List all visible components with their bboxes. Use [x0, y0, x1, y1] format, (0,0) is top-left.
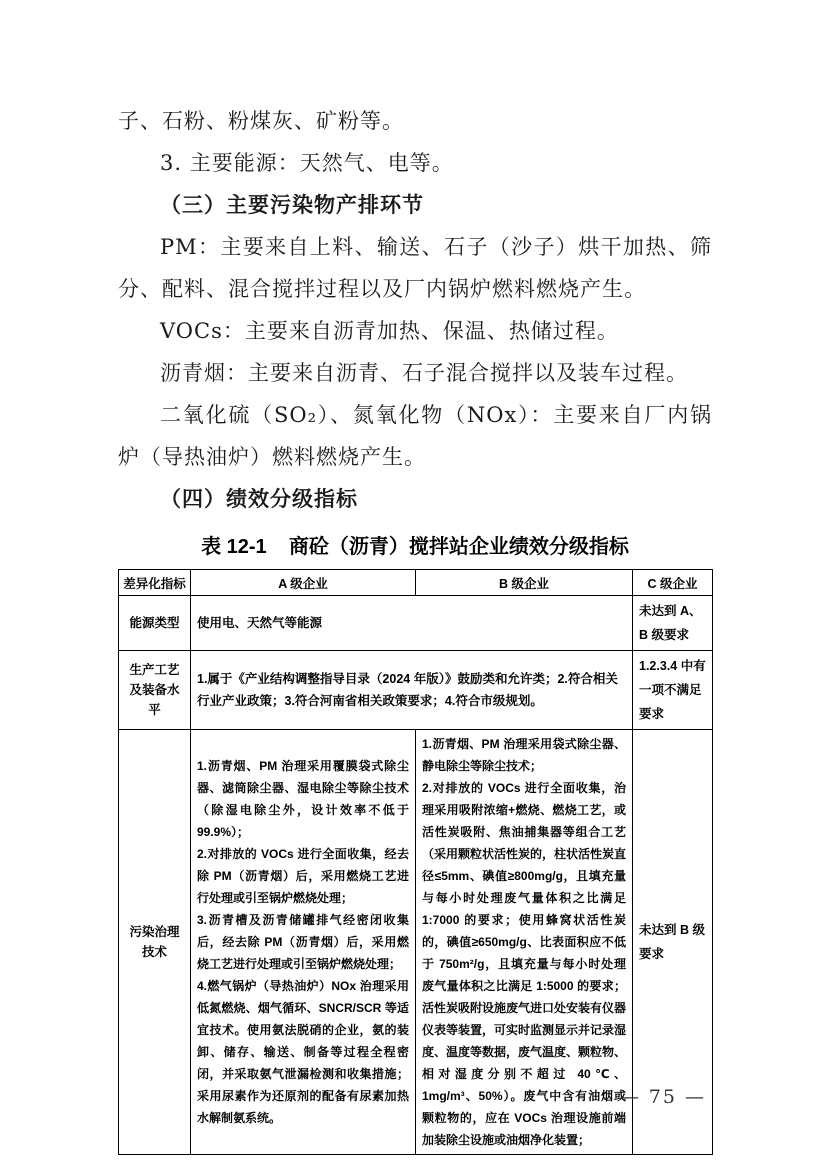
- paragraph-vocs-sources: VOCs：主要来自沥青加热、保温、热储过程。: [160, 319, 619, 343]
- paragraph-main-energy: 3. 主要能源：天然气、电等。: [160, 151, 454, 175]
- grade-a-item-2: 2.对排放的 VOCs 进行全面收集，经去除 PM（沥青烟）后，采用燃烧工艺进行处理或引至锅炉燃烧处理；: [197, 847, 409, 905]
- table-header-row: [119, 570, 713, 596]
- grade-a-item-1: 1.沥青烟、PM 治理采用覆膜袋式除尘器、滤筒除尘器、湿电除尘等除尘技术（除湿电除尘外，设计效率不低于 99.9%）；: [197, 759, 409, 839]
- heading-section-3-pollutant-stages: （三）主要污染物产排环节: [160, 192, 424, 217]
- heading-section-4-grading-indicators: （四）绩效分级指标: [160, 486, 358, 511]
- page-number: — 75 —: [619, 1086, 706, 1108]
- table-title: 表 12-1 商砼（沥青）搅拌站企业绩效分级指标: [201, 536, 629, 558]
- paragraph-pm-sources: PM：主要来自上料、输送、石子（沙子）烘干加热、筛分、配料、混合搅拌过程以及厂内锅炉燃料燃烧产生。: [118, 235, 712, 301]
- row-energy-type: [119, 596, 713, 651]
- cell-energy-ab: 使用电、天然气等能源: [191, 596, 633, 651]
- cell-process-c: 1.2.3.4 中有一项不满足要求: [633, 651, 713, 730]
- grading-indicator-table: [118, 569, 713, 1155]
- indicator-process-equipment: 生产工艺及装备水平: [119, 651, 191, 730]
- cell-pollution-control-c: 未达到 B 级要求: [633, 730, 713, 1155]
- indicator-pollution-control: 污染治理技术: [119, 730, 191, 1155]
- grade-b-item-1: 1.沥青烟、PM 治理采用袋式除尘器、静电除尘等除尘技术；: [422, 737, 626, 773]
- paragraph-materials-continuation: 子、石粉、粉煤灰、矿粉等。: [118, 109, 404, 133]
- cell-process-ab: 1.属于《产业结构调整指导目录（2024 年版）》鼓励类和允许类；2.符合相关行业产业政策；3.符合河南省相关政策要求；4.符合市级规划。: [191, 651, 633, 730]
- grade-b-item-2: 2.对排放的 VOCs 进行全面收集，治理采用吸附浓缩+燃烧、燃烧工艺，或活性炭吸附、焦油捕集器等组合工艺（采用颗粒状活性炭的，柱状活性炭直径≤5mm、碘值≥800mg/g，且填充量与每小时处理废气量体积之比满足 1:7000 的要求；使用蜂窝状活性炭的，碘值≥650mg/g、比表面积应不低于 750m²/g，且填充量与每小时处理废气量体积之比满足 1:5000 的要求；活性炭吸附设施废气进口处安装有仪器仪表等装置，可实时监测显示并记录湿度、温度等数据，废气温度、颗粒物、相对湿度分别不超过 40℃、1mg/m³、50%）。废气中含有油烟或颗粒物的，应在 VOCs 治理设施前端加装除尘设施或油烟净化装置；: [422, 781, 627, 1147]
- cell-energy-c: 未达到 A、B 级要求: [633, 596, 713, 651]
- header-grade-b: B 级企业: [416, 570, 633, 596]
- header-grade-a: A 级企业: [191, 570, 416, 596]
- grade-a-item-3: 3.沥青槽及沥青储罐排气经密闭收集后，经去除 PM（沥青烟）后，采用燃烧工艺进行处理或引至锅炉燃烧处理；: [197, 913, 409, 971]
- cell-pollution-control-b: [416, 730, 633, 1155]
- header-differentiation-indicator: 差异化指标: [119, 570, 191, 596]
- paragraph-asphalt-fume-sources: 沥青烟：主要来自沥青、石子混合搅拌以及装车过程。: [160, 361, 688, 385]
- body-text: [118, 100, 712, 520]
- grade-a-item-4: 4.燃气锅炉（导热油炉）NOx 治理采用低氮燃烧、烟气循环、SNCR/SCR 等适宜技术。使用氨法脱硝的企业，氨的装卸、储存、输送、制备等过程全程密闭，并采取氨气泄漏检测和收集措施；采用尿素作为还原剂的配备有尿素加热水解制氨系统。: [197, 979, 409, 1125]
- header-grade-c: C 级企业: [633, 570, 713, 596]
- indicator-energy-type: 能源类型: [119, 596, 191, 651]
- paragraph-so2-nox-sources: 二氧化硫（SO₂）、氮氧化物（NOx）：主要来自厂内锅炉（导热油炉）燃料燃烧产生。: [118, 403, 712, 469]
- row-process-equipment: [119, 651, 713, 730]
- cell-pollution-control-a: [191, 730, 416, 1155]
